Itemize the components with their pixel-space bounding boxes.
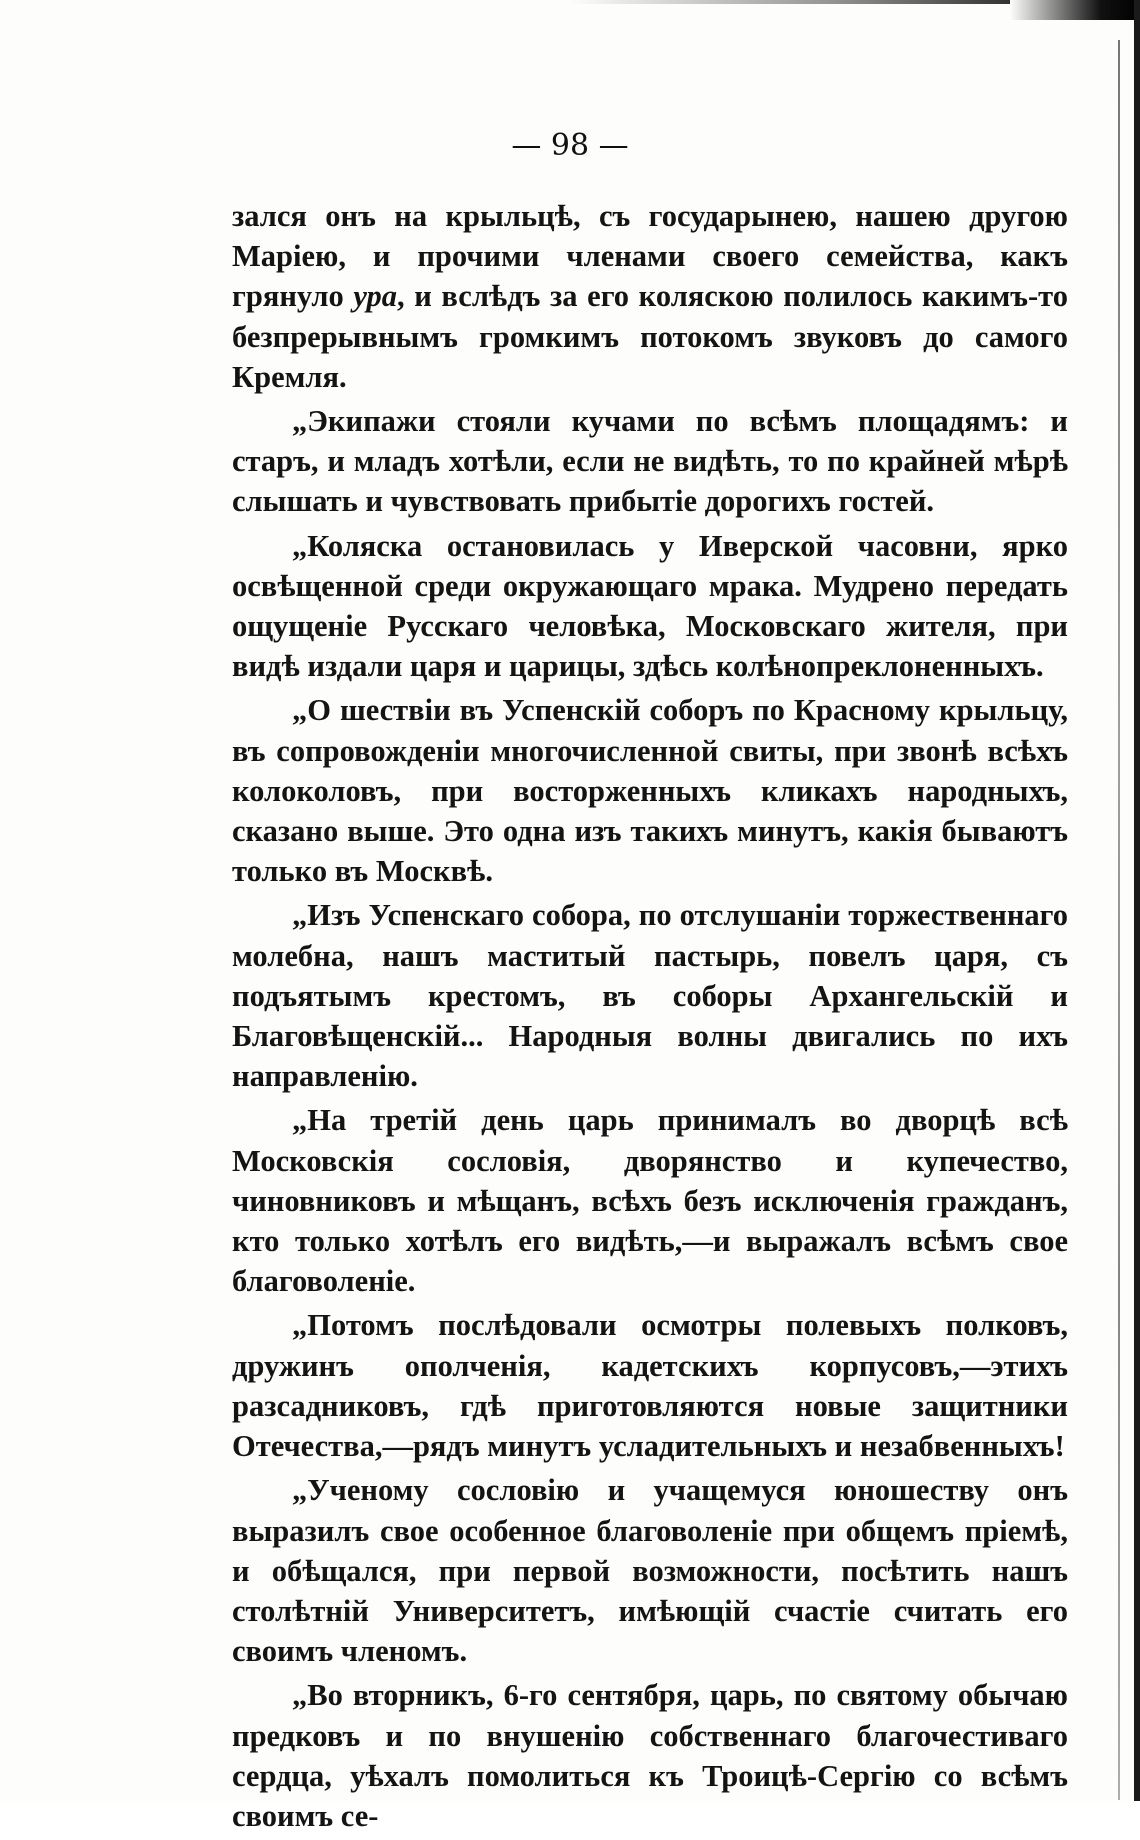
paragraph: „О шествіи въ Успенскій соборъ по Красному крыльцу, въ сопровожденіи многочисленной свиты, при звонѣ всѣхъ колоколовъ, при восторженныхъ кликахъ народныхъ, сказано выше. Это одна изъ такихъ минутъ, какія бываютъ только въ Москвѣ. bbox=[232, 693, 1068, 889]
paragraph: „Коляска остановилась у Иверской часовни, ярко освѣщенной среди окружающаго мрака. Мудрено передать ощущеніе Русскаго человѣка, Московскаго жителя, при видѣ издали царя и царицы, здѣсь колѣнопреклоненныхъ. bbox=[232, 528, 1068, 684]
paragraph: „Изъ Успенскаго собора, по отслушаніи торжественнаго молебна, нашъ маститый пастырь, повелъ царя, съ подъятымъ крестомъ, въ соборы Архангельскій и Благовѣщенскій... Народныя волны двигались по ихъ направленію. bbox=[232, 898, 1068, 1094]
paragraph: „Потомъ послѣдовали осмотры полевыхъ полковъ, дружинъ ополченія, кадетскихъ корпусовъ,—этихъ разсадниковъ, гдѣ приготовляются новые защитники Отечества,—рядъ минутъ усладительныхъ и незабвенныхъ! bbox=[232, 1308, 1068, 1464]
text-body bbox=[232, 196, 1068, 1840]
paragraph: „Ученому сословію и учащемуся юношеству онъ выразилъ свое особенное благоволеніе при общемъ пріемѣ, и обѣщался, при первой возможности, посѣтить нашъ столѣтній Университетъ, имѣющій счастіе считать его своимъ членомъ. bbox=[232, 1473, 1068, 1669]
paragraph bbox=[232, 196, 1068, 397]
paragraph-text: , и вслѣдъ за его коляскою полилось какимъ-то безпрерывнымъ громкимъ потокомъ звуковъ до самого Кремля. bbox=[232, 279, 1068, 394]
paragraph: „Экипажи стояли кучами по всѣмъ площадямъ: и старъ, и младъ хотѣли, если не видѣть, то по крайней мѣрѣ слышать и чувствовать прибытіе дорогихъ гостей. bbox=[232, 404, 1068, 519]
page-number: — 98 — bbox=[511, 128, 629, 163]
paragraph-text: зался онъ на крыльцѣ, съ государынею, нашею другою Маріею, и прочими членами своего семейства, какъ грянуло bbox=[232, 199, 1068, 314]
paragraph: „Во вторникъ, 6-го сентября, царь, по святому обычаю предковъ и по внушенію собственнаго благочестиваго сердца, уѣхалъ помолиться къ Троицѣ-Сергію со всѣмъ своимъ се- bbox=[232, 1678, 1068, 1833]
scan-edge-line bbox=[1118, 40, 1120, 1800]
paragraph: „На третій день царь принималъ во дворцѣ всѣ Московскія сословія, дворянство и купечество, чиновниковъ и мѣщанъ, всѣхъ безъ исключенія гражданъ, кто только хотѣлъ его видѣть,—и выражалъ всѣмъ свое благоволеніе. bbox=[232, 1103, 1068, 1299]
emphasized-word: ура bbox=[353, 279, 397, 314]
scan-edge-right-shadow bbox=[1134, 0, 1140, 1801]
scan-edge-top-shadow bbox=[570, 0, 1010, 4]
scan-edge-corner-shadow bbox=[1010, 0, 1140, 20]
